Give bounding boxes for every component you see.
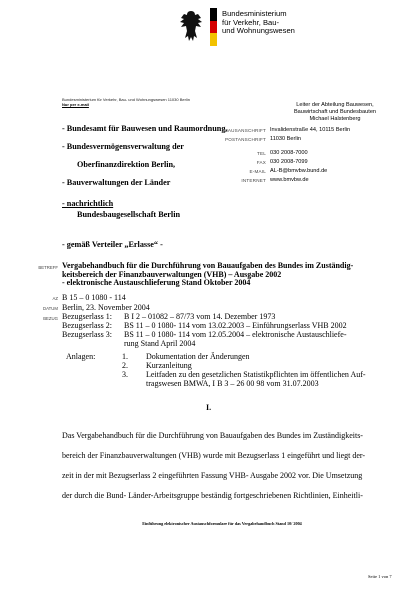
recipient-1: - Bundesamt für Bauwesen und Raumordnung, <box>62 124 228 133</box>
bezug-label: BEZUG <box>43 316 58 321</box>
cc-label: - nachrichtlich <box>62 199 114 208</box>
reference-3-label: Bezugserlass 3: <box>62 330 112 339</box>
official-block <box>270 102 400 124</box>
address-label-house: HAUSANSCHRIFT <box>224 128 266 133</box>
distribution-note: - gemäß Verteiler „Erlasse“ - <box>62 240 163 249</box>
attachments-label: Anlagen: <box>66 352 96 361</box>
ministry-logo-text <box>222 10 295 36</box>
recipient-2-cont: Oberfinanzdirektion Berlin, <box>77 160 176 169</box>
attachment-3-num: 3. <box>122 370 128 379</box>
paragraph-line: der durch die Bund- Länder-Arbeitsgruppe beständig fortgeschriebenen Richtlinien, Einheitli- <box>62 491 363 500</box>
reference-2-value: BS 11 – 0 1080- 114 vom 13.02.2003 – Einführungserlass VHB 2002 <box>124 321 347 330</box>
address-value-post: 11030 Berlin <box>270 136 301 142</box>
subject-label: BETREFF <box>38 265 58 270</box>
official-title-2: Bauwirtschaft und Bundesbauten <box>293 109 377 116</box>
subject-line-2: keitsbereich der Finanzbauverwaltungen (VHB) – Ausgabe 2002 <box>62 269 282 279</box>
date-label: DATUM <box>43 306 58 311</box>
paragraph-line: bereich der Finanzbauverwaltungen (VHB) wurde mit Bezugserlass 1 eingeführt und liegt der- <box>62 451 366 460</box>
address-label-fax: FAX <box>256 160 266 165</box>
address-label-email: E-MAIL <box>249 169 266 174</box>
subject-line-1: Vergabehandbuch für die Durchführung von Bauaufgaben des Bundes im Zuständig- <box>62 261 354 270</box>
subject <box>62 262 382 288</box>
address-label-tel: TEL <box>256 151 266 156</box>
az-label: AZ <box>52 296 58 301</box>
paragraph-line: zeit in der mit Bezugserlass 2 eingeführten Fassung VHB- Ausgabe 2002 vor. Die Umsetzung <box>62 471 363 480</box>
reference-3-value: BS 11 – 0 1080- 114 vom 12.05.2004 – elektronische Austauschliefe- <box>124 330 347 339</box>
reference-1-label: Bezugserlass 1: <box>62 312 112 321</box>
reference-3-cont: rung Stand April 2004 <box>124 339 196 348</box>
attachment-2-num: 2. <box>122 361 128 370</box>
cc-organization: Bundesbaugesellschaft Berlin <box>77 210 181 219</box>
attachment-1-num: 1. <box>122 352 128 361</box>
reference-2-label: Bezugserlass 2: <box>62 321 112 330</box>
official-name: Michael Halstenberg <box>309 116 361 123</box>
attachment-3-cont: tragswesen BMWA, I B 3 – 26 00 98 vom 31.07.2003 <box>146 379 319 388</box>
section-heading: I. <box>206 403 212 412</box>
logo-line-2: für Verkehr, Bau- <box>222 17 279 27</box>
delivery-mode: Nur per e-mail <box>62 102 89 107</box>
federal-eagle-icon <box>178 8 204 46</box>
page-number: Seite 1 von 7 <box>368 574 392 579</box>
paragraph-line: Das Vergabehandbuch für die Durchführung von Bauaufgaben des Bundes im Zuständigkeits- <box>62 431 363 440</box>
address-value-tel: 030 2008-7000 <box>270 150 308 156</box>
body-paragraph <box>62 426 382 506</box>
logo-line-1: Bundesministerium <box>222 9 287 18</box>
footer-note: Einführung elektronischer Austauschformulare für das Vergabehandbuch Stand 10/ 2004 <box>142 521 302 526</box>
address-label-post: POSTANSCHRIFT <box>224 137 266 142</box>
subject-line-3: - elektronische Austauschlieferung Stand Oktober 2004 <box>62 278 251 288</box>
reference-1-value: B I 2 – 01082 – 87/73 vom 14. Dezember 1973 <box>124 312 276 321</box>
date-value: Berlin, 23. November 2004 <box>62 303 150 312</box>
flag-color-bar <box>210 8 217 46</box>
recipient-3: - Bauverwaltungen der Länder <box>62 178 171 187</box>
az-value: B 15 – 0 1080 - 114 <box>62 293 126 302</box>
attachment-2-text: Kurzanleitung <box>146 361 192 370</box>
attachment-3-text: Leitfaden zu den gesetzlichen Statistikpflichten im öffentlichen Auf- <box>146 370 366 379</box>
logo-line-3: und Wohnungswesen <box>222 26 295 36</box>
recipient-2: - Bundesvermögensverwaltung der <box>62 142 184 151</box>
address-label-internet: INTERNET <box>241 178 266 183</box>
address-value-house: Invalidenstraße 44, 10115 Berlin <box>270 127 351 133</box>
sender-address-line: Bundesministerium für Verkehr, Bau- und Wohnungswesen 11030 Berlin <box>62 97 190 102</box>
address-value-internet[interactable]: www.bmvbw.de <box>270 177 309 183</box>
address-value-fax: 030 2008-7099 <box>270 159 308 165</box>
address-value-email[interactable]: AL-B@bmvbw.bund.de <box>270 168 328 174</box>
official-title-1: Leiter der Abteilung Bauwesen, <box>296 102 374 108</box>
attachment-1-text: Dokumentation der Änderungen <box>146 352 250 361</box>
